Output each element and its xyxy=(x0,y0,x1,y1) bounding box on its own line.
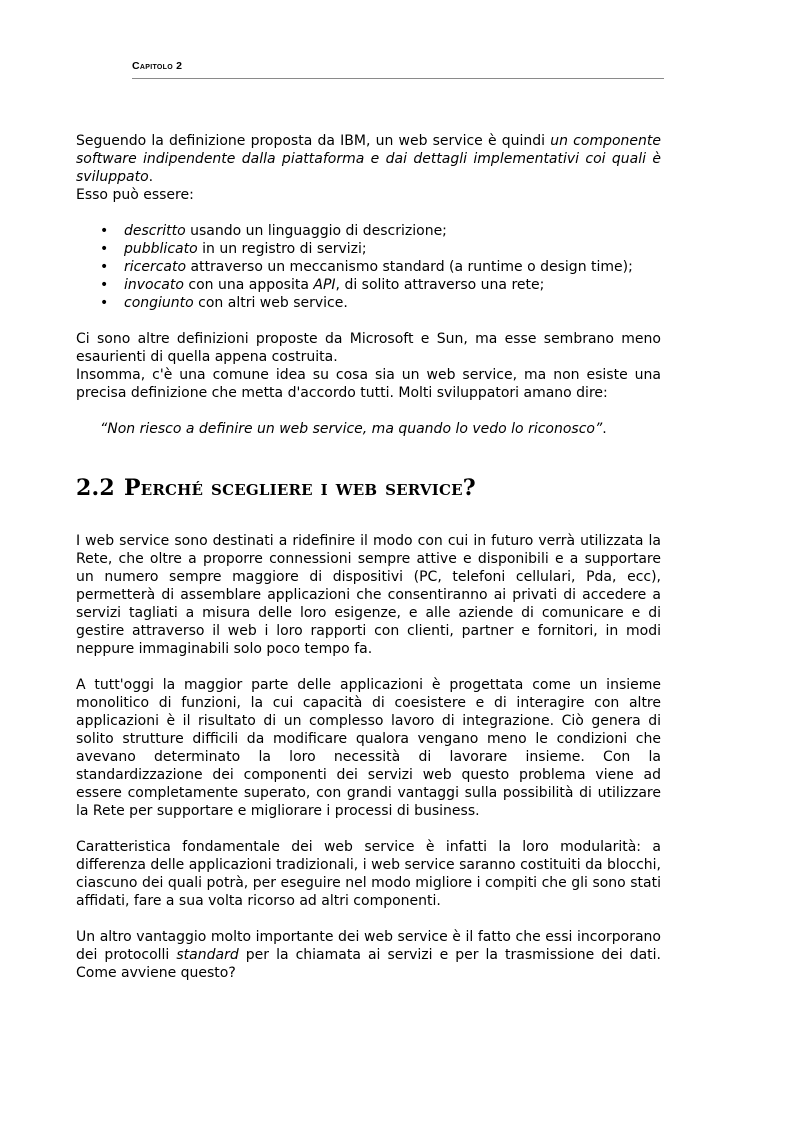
bullet-icon: • xyxy=(100,277,109,293)
paragraph: Caratteristica fondamentale dei web service è infatti la loro modularità: a differenza delle applicazioni tradizionali, i web service saranno costituiti da blocchi, ciascuno dei quali potrà, per eseguire nel modo migliore i compiti che gli sono stati affidati, fare a sua volta ricorso ad altri componenti. xyxy=(76,839,661,909)
list-item: • invocato con una apposita API, di solito attraverso una rete; xyxy=(100,277,545,293)
bullet-icon: • xyxy=(100,259,109,275)
paragraph: A tutt'oggi la maggior parte delle applicazioni è progettata come un insieme monolitico di funzioni, la cui capacità di coesistere e di interagire con altre applicazioni è il risultato di un complesso lavoro di integrazione. Ciò genera di solito strutture difficili da modificare qualora vengano meno le condizioni che avevano determinato la loro necessità di lavorare insieme. Con la standardizzazione dei componenti dei servizi web questo problema viene ad essere completamente superato, con grandi vantaggi sulla possibilità di utilizzare la Rete per supportare e migliorare i processi di business. xyxy=(76,677,661,819)
list-item: • pubblicato in un registro di servizi; xyxy=(100,241,367,257)
section-title: Perché scegliere i web service? xyxy=(124,475,476,501)
definition-italic: un componente software indipendente dalla piattaforma e dai dettagli implementativi coi quali è sviluppato xyxy=(76,133,661,185)
list-item: • descritto usando un linguaggio di descrizione; xyxy=(100,223,447,239)
definitions-paragraph: Ci sono altre definizioni proposte da Microsoft e Sun, ma esse sembrano meno esaurienti di quella appena costruita. Insomma, c'è una comune idea su cosa sia un web service, ma non esiste una precisa definizione che metta d'accordo tutti. Molti sviluppatori amano dire: xyxy=(76,331,661,401)
bullet-icon: • xyxy=(100,241,109,257)
list-item: • ricercato attraverso un meccanismo standard (a runtime o design time); xyxy=(100,259,633,275)
intro-line2: Esso può essere: xyxy=(76,187,194,203)
capability-list xyxy=(76,222,661,312)
section-number: 2.2 xyxy=(76,475,115,501)
paragraph: I web service sono destinati a ridefinire il modo con cui in futuro verrà utilizzata la Rete, che oltre a proporre connessioni sempre attive e disponibili e a supportare un numero sempre maggiore di dispositivi (PC, telefoni cellulari, Pda, ecc), permetterà di assemblare applicazioni che consentiranno ai privati di accedere a servizi tagliati a misura delle loro esigenze, e alle aziende di comunicare e di gestire attraverso il web i loro rapporti con clienti, partner e fornitori, in modi neppure immaginabili solo poco tempo fa. xyxy=(76,533,661,657)
section-heading xyxy=(76,474,661,502)
paragraph: Un altro vantaggio molto importante dei web service è il fatto che essi incorporano dei protocolli standard per la chiamata ai servizi e per la trasmissione dei dati. Come avviene questo? xyxy=(76,929,661,981)
intro-paragraph: Seguendo la definizione proposta da IBM, un web service è quindi un componente software indipendente dalla piattaforma e dai dettagli implementativi coi quali è sviluppato. Esso può essere: xyxy=(76,133,661,203)
bullet-icon: • xyxy=(100,223,109,239)
chapter-label: Capitolo 2 xyxy=(132,60,183,72)
bullet-icon: • xyxy=(100,295,109,311)
running-header xyxy=(132,60,664,79)
quote: “Non riesco a definire un web service, ma quando lo vedo lo riconosco”. xyxy=(100,421,607,437)
list-item: • congiunto con altri web service. xyxy=(100,295,348,311)
page-body xyxy=(76,132,661,982)
